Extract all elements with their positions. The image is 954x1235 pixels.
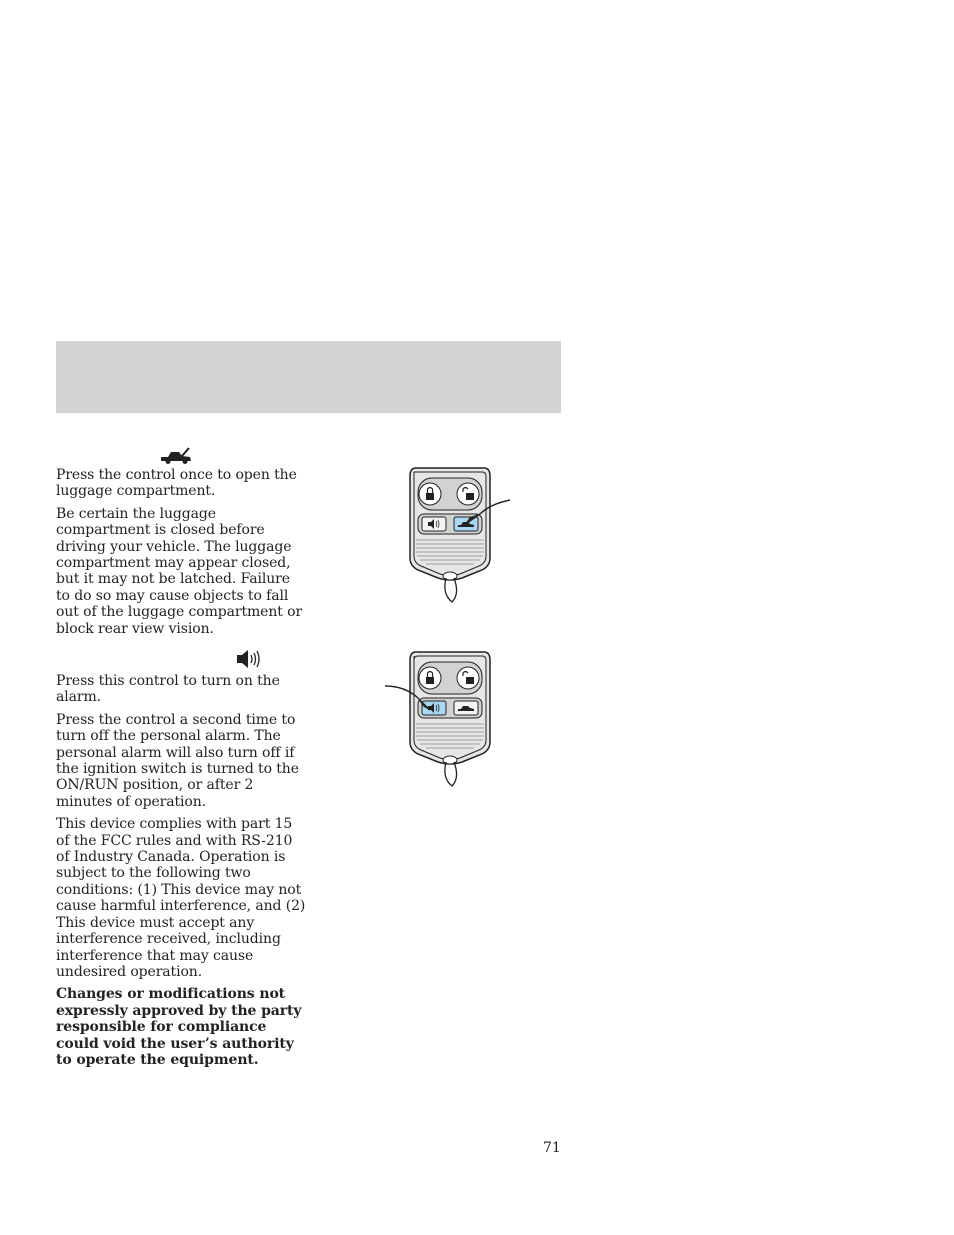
key-fob-figure-trunk [380,462,520,607]
trunk-paragraph: Press the control once to open the luggage compartment. [56,467,297,500]
trunk-paragraph: Be certain the luggage compartment is closed before driving your vehicle. The luggage compartment may appear closed, but it may not be latched. Failure to do so may cause objects to fall out of the luggage compartment or block rear view vision. [56,505,303,637]
section-header-band [56,341,561,413]
trunk-section [56,467,306,643]
fcc-paragraph: This device complies with part 15 of the FCC rules and with RS-210 of Industry Canada. Operation is subject to the following two conditions: (1) This device may not cause harmful interference, and (2) This device must accept any interference received, including interference that may cause undesired operation. [56,816,306,980]
trunk-car-icon [159,446,193,466]
page-number: 71 [543,1140,561,1156]
warning-paragraph: Changes or modifications not expressly approved by the party responsible for compliance could void the user’s authority to operate the equipment. [56,986,302,1068]
key-fob-figure-alarm [380,646,520,791]
alarm-paragraph: Press the control a second time to turn off the personal alarm. The personal alarm will also turn off if the ignition switch is turned to the ON/RUN position, or after 2 minutes of operation. [56,711,299,810]
alarm-paragraph: Press this control to turn on the alarm. [56,673,280,706]
speaker-icon [235,648,261,670]
alarm-section [56,673,306,1074]
